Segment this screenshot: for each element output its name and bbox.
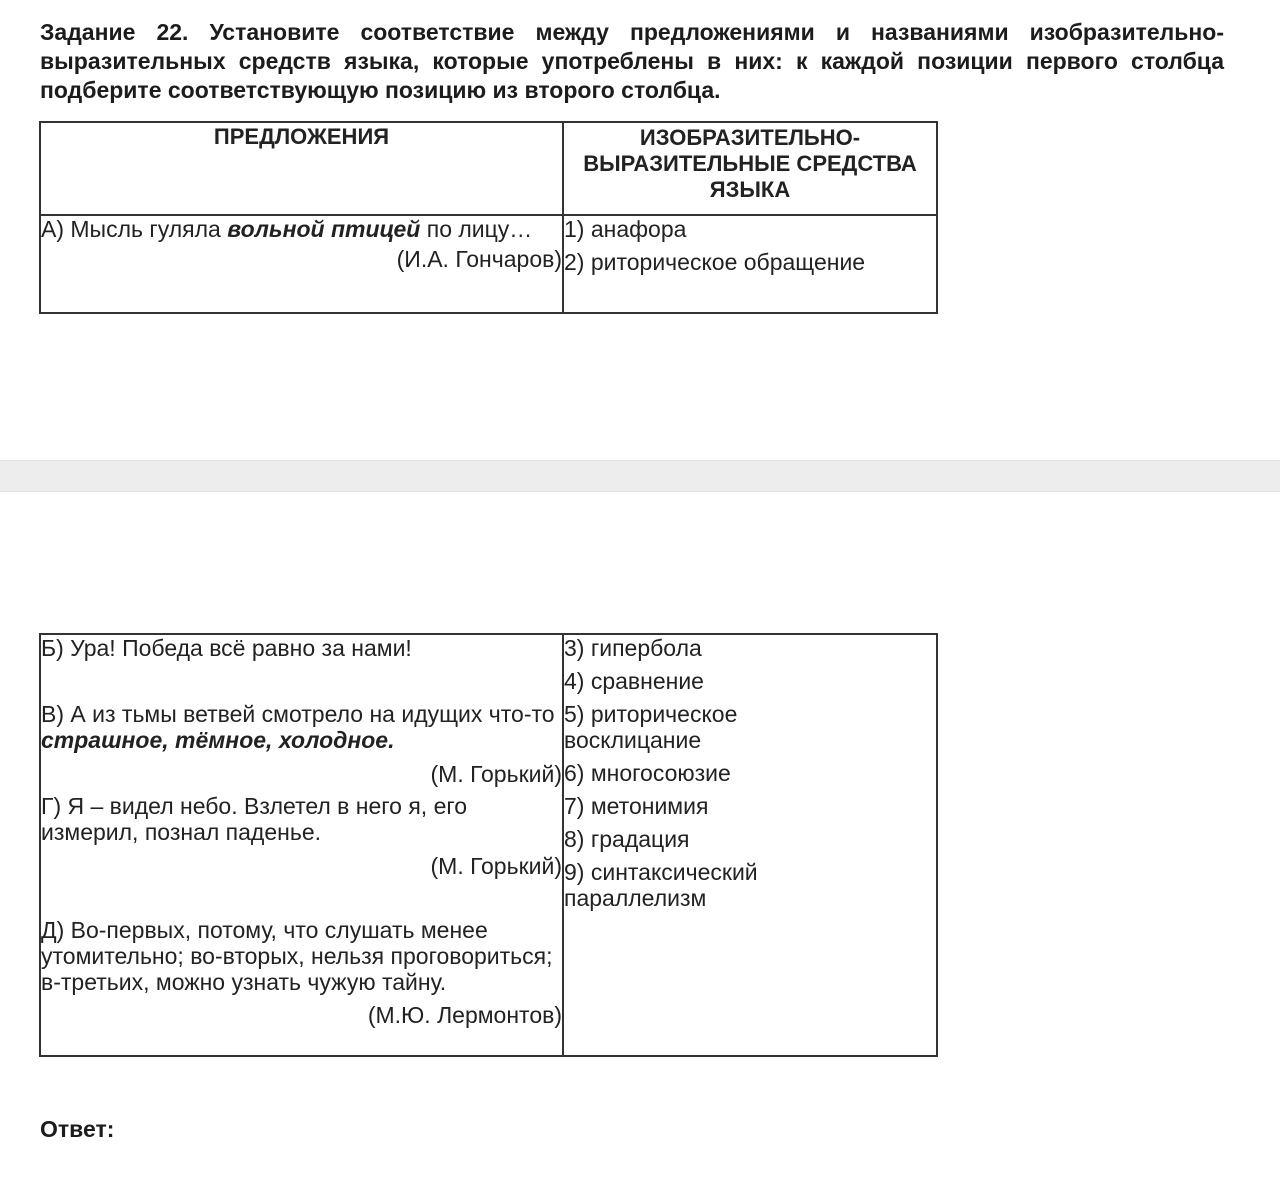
- matching-table-part2: [39, 633, 938, 1057]
- option-9: 9) синтаксический параллелизм: [564, 859, 758, 911]
- column-header-devices-label: ИЗОБРАЗИТЕЛЬНО-ВЫРАЗИТЕЛЬНЫЕ СРЕДСТВА ЯЗЫКА: [583, 125, 917, 202]
- task-statement: Задание 22. Установите соответствие между предложениями и названиями изобразительно-выразительных средств языка, которые употреблены в них: к каждой позиции первого столбца подберите соответствующую позицию из второго столбца.: [40, 19, 1224, 103]
- option-3: 3) гипербола: [564, 635, 702, 661]
- option-2: 2) риторическое обращение: [564, 249, 866, 275]
- options-cell-1: [563, 215, 937, 313]
- sentence-cell-a: [40, 215, 563, 313]
- matching-table-part1: [39, 121, 938, 314]
- option-4: 4) сравнение: [564, 668, 704, 694]
- sentence-v-prefix: В) А из тьмы ветвей смотрело на идущих что-то: [41, 701, 555, 727]
- options-cell-2: [563, 634, 937, 1056]
- sentence-a-emphasis: вольной птицей: [227, 216, 421, 242]
- author-v: (М. Горький): [430, 761, 562, 787]
- page-separator: [0, 460, 1280, 492]
- sentence-d: Д) Во-первых, потому, что слушать менее утомительно; во-вторых, нельзя проговориться; в-третьих, можно узнать чужую тайну.: [41, 917, 553, 995]
- sentence-v-emphasis: страшное, тёмное, холодное.: [41, 727, 395, 753]
- option-8: 8) градация: [564, 826, 690, 852]
- option-7: 7) метонимия: [564, 793, 709, 819]
- sentence-a: [41, 216, 562, 242]
- option-1: 1) анафора: [564, 216, 687, 242]
- column-header-sentences: [40, 122, 563, 215]
- sentence-b: Б) Ура! Победа всё равно за нами!: [41, 635, 412, 661]
- option-6: 6) многосоюзие: [564, 760, 731, 786]
- sentence-a-suffix: по лицу…: [420, 216, 533, 242]
- author-d: (М.Ю. Лермонтов): [367, 1002, 562, 1028]
- sentences-cell-b-d: [40, 634, 563, 1056]
- answer-label: Ответ:: [40, 1116, 115, 1142]
- column-header-sentences-label: ПРЕДЛОЖЕНИЯ: [213, 124, 390, 149]
- column-header-devices: [563, 122, 937, 215]
- option-5: 5) риторическое восклицание: [564, 701, 738, 753]
- sentence-v: [41, 701, 562, 753]
- author-g: (М. Горький): [430, 853, 562, 879]
- sentence-a-prefix: А) Мысль гуляла: [41, 216, 228, 242]
- author-a: (И.А. Гончаров): [396, 246, 562, 272]
- sentence-g: Г) Я – видел небо. Взлетел в него я, его измерил, познал паденье.: [41, 793, 468, 845]
